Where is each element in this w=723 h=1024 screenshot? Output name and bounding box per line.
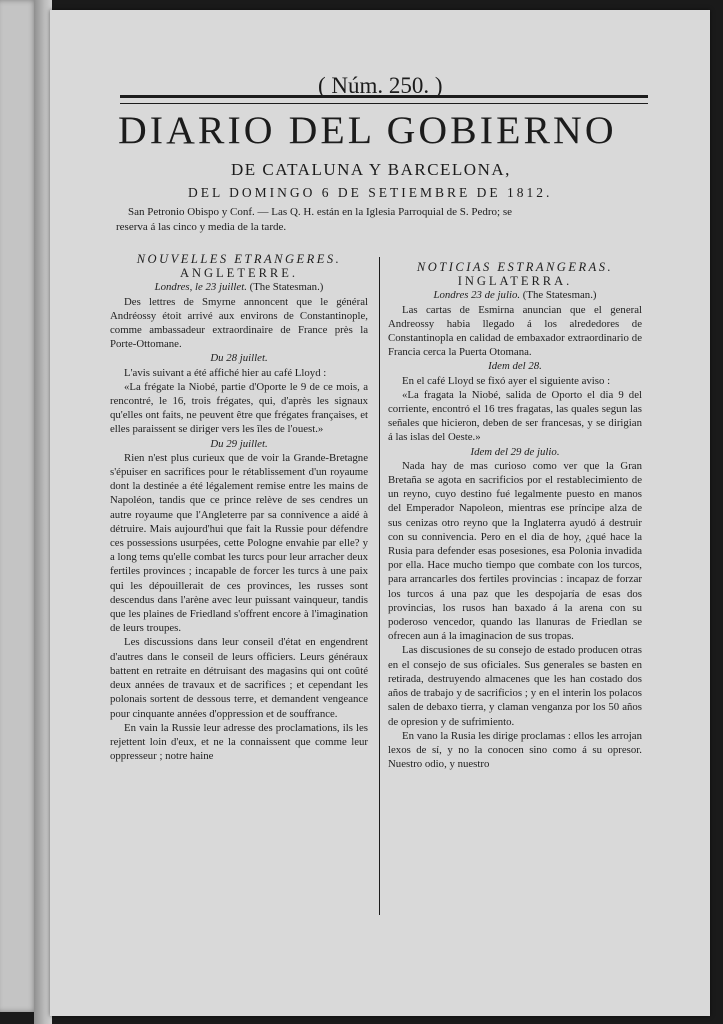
section-heading: NOUVELLES ETRANGERES. xyxy=(136,252,342,266)
paragraph: L'avis suivant a été affiché hier au café Lloyd : xyxy=(124,366,327,379)
subheading: Du 29 juillet. xyxy=(210,437,268,450)
country-heading: INGLATERRA. xyxy=(457,274,573,289)
newspaper-page xyxy=(50,10,710,1016)
saints-notice-line-1: San Petronio Obispo y Conf. — Las Q. H. están en la Iglesia Parroquial de S. Pedro; se xyxy=(128,206,513,218)
paragraph: En vain la Russie leur adresse des proclamations, ils les rejettent loin d'eux, et ne la connaissent que comme leur oppresseur ; notre haine xyxy=(110,721,368,763)
issue-number: ( Núm. 250. ) xyxy=(318,73,443,98)
paragraph: Rien n'est plus curieux que de voir la Grande-Bretagne s'épuiser en sacrifices pour le rétablissement d'un royaume dont la destinée a été légalement remise entre les mains de Napoléon, tandis que ce prince relève de ses cendres un autre royaume que l'Angleterre par sa connivence a aidé à détruire. Mais aujourd'hui que fait la Russie pour défendre ces possessions usurpées, cette Pologne envahie par elle? y a long tems qu'elle combat les turcs pour leur arracher deux fertiles provinces ; incapable de forcer les turcs à une paix qui les dépouillerait de ces provinces, les russes sont descendus dans l'arène avec leur puissant vainqueur, tandis que les plaines de Friedland s'offrent encore à l'imagination de leurs troupes. xyxy=(110,451,368,635)
country-heading: ANGLETERRE. xyxy=(179,266,299,281)
section-heading: NOTICIAS ESTRANGERAS. xyxy=(416,260,614,274)
dateline-place: Londres 23 de julio. xyxy=(433,289,521,302)
paragraph: «La fragata la Niobé, salida de Oporto el dia 9 del corriente, encontró el 16 tres fragatas, las quales segun las señales que hicieron, deben de ser francesas, y se dirigian á las islas del Oeste.» xyxy=(388,388,642,444)
dateline-source: (The Statesman.) xyxy=(249,281,324,294)
paragraph: Les discussions dans leur conseil d'état en engendrent d'autres dans le conseil de leurs officiers. Leurs généraux battent en retraite en détruisant des magasins qui ont coûté deux années de travaux et de sacrifices ; et cependant les polonais sortent de dessous terre, et demandent vengeance pour cinquante années d'oppression et de souffrance. xyxy=(110,636,368,720)
paragraph: En el café Lloyd se fixó ayer el siguiente aviso : xyxy=(402,374,611,387)
article-dateline xyxy=(388,288,642,302)
newspaper-subtitle: DE CATALUNA Y BARCELONA, xyxy=(231,160,511,179)
paragraph: Las discusiones de su consejo de estado producen otras en el consejo de sus oficiales. Sus generales se basten en retirada, destruyendo almacenes que les han costado dos años de trabajo y de sacrificios ; y en el interin los polacos salen de debaxo tierra, y claman venganza por los 50 años de opresion y de sufrimiento. xyxy=(388,644,642,728)
subheading: Du 28 juillet. xyxy=(210,352,268,365)
issue-date: DEL DOMINGO 6 DE SETIEMBRE DE 1812. xyxy=(188,185,553,200)
column-divider xyxy=(379,257,380,915)
facing-page-edge xyxy=(0,0,37,1012)
paragraph: Des lettres de Smyrne annoncent que le général Andréossy étoit arrivé aux environs de Constantinople, comme ambassadeur extraordinaire de France près la Porte-Ottomane. xyxy=(110,295,368,351)
subheading: Idem del 28. xyxy=(488,360,542,373)
french-column xyxy=(110,252,368,763)
paragraph: «La frégate la Niobé, partie d'Oporte le 9 de ce mois, a rencontré, le 16, trois frégates, qui, d'après les signaux qu'elles ont faits, ne peuvent être que frégates françaises, et elles paraissent se diriger vers les îles de l'ouest.» xyxy=(110,380,368,436)
masthead-rule xyxy=(120,95,648,104)
paragraph: Nada hay de mas curioso como ver que la Gran Bretaña se agota en sacrificios por el restablecimiento de un reyno, cuyo destino fué legalmente puesto en manos del Emperador Napoleon, mientras ese príncipe alza de sus cenizas otro reyno que la Inglaterra ayudó á destruir con su connivencia. Pero en el dia de hoy, ¿qué hace la Rusia para defender esas posesiones, esa Polonia invadida por ella. Hace mucho tiempo que combate con los turcos, para arrancarles dos fertiles provincias : incapaz de forzar los turcos á una paz que les despojaría de esas dos provincias, los rusos han baxado á la arena con su poderoso vencedor, quando las llanuras de Friedlan se ofrecen aun á la imaginacion de sus tropas. xyxy=(388,459,642,643)
saints-notice-line-2: reserva á las cinco y media de la tarde. xyxy=(116,221,287,233)
dateline-place: Londres, le 23 juillet. xyxy=(154,281,247,294)
dateline-source: (The Statesman.) xyxy=(522,289,597,302)
article-dateline xyxy=(110,280,368,294)
newspaper-title: DIARIO DEL GOBIERNO xyxy=(118,109,617,152)
paragraph: Las cartas de Esmirna anuncian que el general Andreossy habia llegado á los alrededores de Constantinopla en calidad de embaxador extraordinario de Francia cerca la Puerta Otomana. xyxy=(388,303,642,359)
spanish-column xyxy=(388,260,642,771)
paragraph: En vano la Rusia les dirige proclamas : ellos les arrojan lexos de sí, y no la conocen sino como á su opresor. Nuestro odio, y nuestro xyxy=(388,729,642,771)
subheading: Idem del 29 de julio. xyxy=(470,445,560,458)
